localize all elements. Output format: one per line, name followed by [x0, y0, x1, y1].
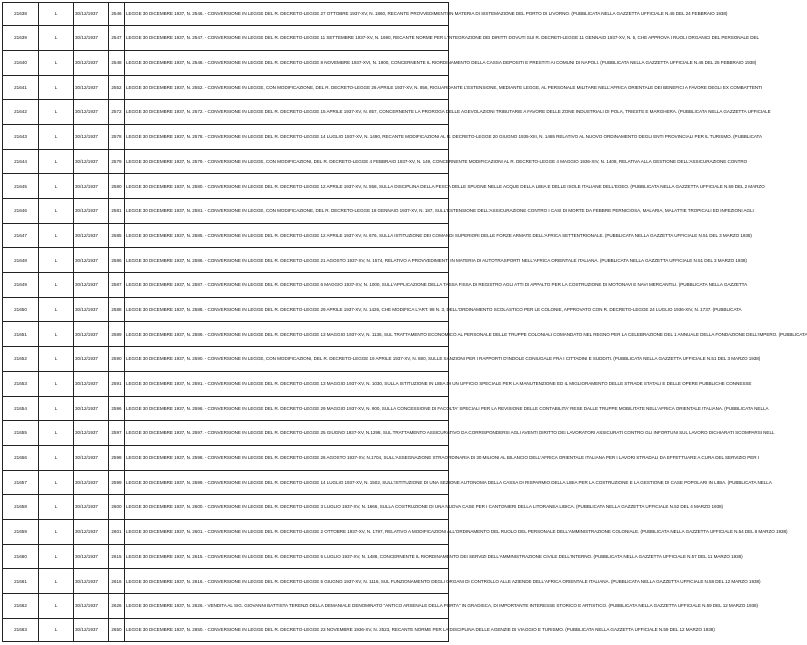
record-number-cell: 21644: [3, 149, 39, 174]
record-description-cell: [125, 297, 742, 322]
record-act-number-cell: 2578: [109, 124, 125, 149]
record-date-cell: 30/12/1937: [74, 297, 109, 322]
record-type-cell: L: [39, 470, 74, 495]
record-date-cell: 30/12/1937: [74, 544, 109, 569]
record-description-cell: [125, 273, 748, 298]
table-row: [3, 396, 448, 421]
record-type-cell: L: [39, 347, 74, 372]
legislation-register-table: [3, 3, 807, 641]
record-date-cell: 30/12/1937: [74, 75, 109, 100]
record-date-cell: 30/12/1937: [74, 421, 109, 446]
record-act-number-cell: 2579: [109, 149, 125, 174]
record-number-cell: 21654: [3, 396, 39, 421]
record-description: LEGGE 30 DICEMBRE 1937, N. 2597. - CONVERSIONE IN LEGGE DEL R. DECRETO-LEGGE 25 GIUGNO 1937-XV, N.1298, SUL TRATTAMENTO ASSICURATIVO DA CORRISPONDERSI AGLI AVENTI DIRITTO DEI LAVORATORI ASSICURATI CONTRO GLI INFORTUNI SUL LAVORO DICHIARATI SCOMPARSI NELL: [126, 430, 775, 436]
record-description: LEGGE 30 DICEMBRE 1937, N. 2616. - CONVERSIONE IN LEGGE DEL R. DECRETO-LEGGE 5 GIUGNO 1937-XV, N. 1116, SUL FUNZIONAMENTO DEGLI ORGANI DI CONTROLLO ALLE AZIENDE DELL'AFRICA ORIENTALE ITALIANA. (PUBBLICATA NELLA GAZZETTA UFFICIALE N.58 DEL 12 MARZO 1938): [126, 578, 761, 584]
record-number-cell: 21642: [3, 100, 39, 125]
table-row: [3, 618, 448, 641]
record-description: LEGGE 30 DICEMBRE 1937, N. 2599. - CONVERSIONE IN LEGGE DEL R. DECRETO-LEGGE 14 LUGLIO 1937-XV, N. 1502, SULL'ISTITUZIONE DI UNA SEZIONE AUTONOMA DELLA CASSA DI RISPARMIO DELLA LIBIA PER LA COSTRUZIONE E LA GESTIONE DI CASE POPOLARI IN LIBIA. (PUBBLICATA NELLA: [126, 479, 772, 485]
record-number-cell: 21641: [3, 75, 39, 100]
record-description: LEGGE 30 DICEMBRE 1937, N. 2588. - CONVERSIONE IN LEGGE DEL R. DECRETO-LEGGE 29 APRILE 1937-XV, N. 1426, CHE MODIFICA L'ART. 98 N. 3, DELL'ORDINAMENTO SCOLASTICO PER LE COLONIE, APPROVATO CON R. DECRETO-LEGGE 24 LUGLIO 1936-XIV, N. 1737. (PUBBLICATA: [126, 306, 742, 312]
record-act-number-cell: 2626: [109, 594, 125, 619]
table-row: [3, 248, 448, 273]
record-description: LEGGE 30 DICEMBRE 1937, N. 2591. - CONVERSIONE IN LEGGE DEL R. DECRETO-LEGGE 13 MAGGIO 1937-XV, N. 1030, SULLA ISTITUZIONE IN LIBIA DI UN UFFICIO SPECIALE PER LA MANUTENZIONE ED IL MIGLIORAMENTO DELLE STRADE STATALI E DELLE OPERE PUBBLICHE CONNESSE: [126, 381, 752, 387]
record-type-cell: L: [39, 544, 74, 569]
record-type-cell: L: [39, 445, 74, 470]
table-row: [3, 322, 448, 347]
register-body: [3, 3, 807, 641]
record-number-cell: 21657: [3, 470, 39, 495]
record-number-cell: 21661: [3, 569, 39, 594]
record-act-number-cell: 2588: [109, 297, 125, 322]
record-date-cell: 30/12/1937: [74, 322, 109, 347]
record-description-cell: [125, 100, 771, 125]
record-act-number-cell: 2590: [109, 347, 125, 372]
record-description: LEGGE 30 DICEMBRE 1937, N. 2581. - CONVERSIONE IN LEGGE, CON MODIFICAZIONE, DEL R. DECRETO-LEGGE 18 GENNAIO 1937-XV, N. 187, SULL'ESTENSIONE DELL'ASSICURAZIONE CONTRO I CASI DI MORTE DA FEBBRE PERNICIOSA, MALARIA, MALATTIE TROPICALI ED INFEZIONI AGLI: [126, 208, 754, 214]
record-act-number-cell: 2585: [109, 223, 125, 248]
record-description-cell: [125, 618, 715, 641]
record-description: LEGGE 30 DICEMBRE 1937, N. 2598. - CONVERSIONE IN LEGGE DEL R. DECRETO-LEGGE 26 AGOSTO 1937-XV, N.1704, SULL'ASSEGNAZIONE STRAORDINARIA DI 30 MILIONI AL BILANCIO DELL'AFRICA ORIENTALE ITALIANA PER I LAVORI STRADALI DA EFFETTUARE A CURA DEL SERVIZIO PER I: [126, 455, 759, 461]
record-description: LEGGE 30 DICEMBRE 1937, N. 2547. - CONVERSIONE IN LEGGE DEL R. DECRETO-LEGGE 11 SETTEMBRE 1937-XV, N. 1690, RECANTE NORME PER L'INTEGRAZIONE DEI DIRITTI DOVUTI SUI R. DECRETI-LEGGE 11 GENNAIO 1937-XV, N. 5, CHE APPROVA I RUOLI ORGANICI DEL PERSONALE DEL: [126, 35, 760, 41]
table-row: [3, 544, 448, 569]
record-description: LEGGE 30 DICEMBRE 1937, N. 2601. - CONVERSIONE IN LEGGE DEL R. DECRETO-LEGGE 2 OTTOBRE 1937-XV, N. 1797, RELATIVO A MODIFICAZIONI ALL'ORDINAMENTO DEL RUOLO DEL PERSONALE DELL'AMMINISTRAZIONE COLONIALE. (PUBBLICATA NELLA GAZZETTA UFFICIALE N.54 DEL 8 MARZO 1938): [126, 529, 788, 535]
record-date-cell: 30/12/1937: [74, 569, 109, 594]
table-row: [3, 199, 448, 224]
record-type-cell: L: [39, 26, 74, 51]
record-description: LEGGE 30 DICEMBRE 1937, N. 2552. - CONVERSIONE IN LEGGE, CON MODIFICAZIONE, DEL R. DECRETO-LEGGE 26 APRILE 1937-XV, N. 856, RIGUARDANTE L'ESTENSIONE, MEDIANTE LEGGE, AL PERSONALE MILITARE NELL'AFRICA ORIENTALE DEI BENEFICI A FAVORE DEGLI EX COMBATTENTI: [126, 84, 763, 90]
record-type-cell: L: [39, 273, 74, 298]
record-number-cell: 21655: [3, 421, 39, 446]
record-type-cell: L: [39, 297, 74, 322]
record-description-cell: [125, 594, 758, 619]
table-row: [3, 273, 448, 298]
record-act-number-cell: 2599: [109, 470, 125, 495]
record-date-cell: 30/12/1937: [74, 594, 109, 619]
record-date-cell: 30/12/1937: [74, 50, 109, 75]
record-description-cell: [125, 396, 769, 421]
record-description-cell: [125, 519, 788, 544]
record-description-cell: [125, 248, 747, 273]
record-description-cell: [125, 223, 752, 248]
record-number-cell: 21646: [3, 199, 39, 224]
record-type-cell: L: [39, 248, 74, 273]
record-act-number-cell: 2591: [109, 371, 125, 396]
record-description-cell: [125, 75, 763, 100]
table-row: [3, 445, 448, 470]
record-date-cell: 30/12/1937: [74, 396, 109, 421]
record-date-cell: 30/12/1937: [74, 371, 109, 396]
record-act-number-cell: 2650: [109, 618, 125, 641]
record-date-cell: 30/12/1937: [74, 445, 109, 470]
record-description-cell: [125, 569, 761, 594]
record-act-number-cell: 2552: [109, 75, 125, 100]
table-row: [3, 495, 448, 520]
record-type-cell: L: [39, 124, 74, 149]
record-date-cell: 30/12/1937: [74, 3, 109, 26]
record-description: LEGGE 30 DICEMBRE 1937, N. 2572. - CONVERSIONE IN LEGGE DEL R. DECRETO-LEGGE 15 APRILE 1937-XV, N. 857, CONCERNENTE LA PROROGA DELLE AGEVOLAZIONI TRIBUTARIE A FAVORE DELLE ZONE INDUSTRIALI DI POLA, TRIESTE E MARGHERA. (PUBBLICATA NELLA GAZZETTA UFFICIALE: [126, 109, 771, 115]
record-number-cell: 21649: [3, 273, 39, 298]
table-row: [3, 75, 448, 100]
record-type-cell: L: [39, 322, 74, 347]
table-row: [3, 3, 448, 26]
record-description-cell: [125, 124, 762, 149]
record-description: LEGGE 30 DICEMBRE 1937, N. 2580. - CONVERSIONE IN LEGGE DEL R. DECRETO-LEGGE 12 APRILE 1937-XV, N. 558, SULLA DISCIPLINA DELLA PESCA DELLE SPUGNE NELLE ACQUE DELLA LIBIA E DELLE ISOLE ITALIANE DELL'EGEO. (PUBBLICATA NELLA GAZZETTA UFFICIALE N.59 DEL 2 MARZO: [126, 183, 765, 189]
record-type-cell: L: [39, 569, 74, 594]
record-date-cell: 30/12/1937: [74, 199, 109, 224]
record-act-number-cell: 2581: [109, 199, 125, 224]
record-description: LEGGE 30 DICEMBRE 1937, N. 2587. - CONVERSIONE IN LEGGE DEL R. DECRETO-LEGGE 6 MAGGIO 1937-XV, N. 1000, SULL'APPLICAZIONE DELLA TASSA FISSA DI REGISTRO AGLI ATTI DI APPALTO PER LA COSTRUZIONE DI MOTONAVI E NAVI MERCANTILI. (PUBBLICATA NELLA GAZZETTA: [126, 282, 748, 288]
record-act-number-cell: 2547: [109, 26, 125, 51]
record-description: LEGGE 30 DICEMBRE 1937, N. 2586. - CONVERSIONE IN LEGGE DEL R. DECRETO-LEGGE 21 AGOSTO 1937-XV, N. 1574, RELATIVO A PROVVEDIMENTI IN MATERIA DI AUTOTRASPORTI NELL'AFRICA ORIENTALE ITALIANA. (PUBBLICATA NELLA GAZZETTA UFFICIALE N.51 DEL 3 MARZO 1938): [126, 257, 747, 263]
table-row: [3, 421, 448, 446]
register-sheet: [2, 2, 807, 642]
record-act-number-cell: 2587: [109, 273, 125, 298]
record-type-cell: L: [39, 3, 74, 26]
record-description-cell: [125, 371, 752, 396]
table-row: [3, 26, 448, 51]
record-type-cell: L: [39, 149, 74, 174]
record-act-number-cell: 2546: [109, 3, 125, 26]
record-description: LEGGE 30 DICEMBRE 1937, N. 2615. - CONVERSIONE IN LEGGE DEL R. DECRETO-LEGGE 5 LUGLIO 1937-XV, N. 1488, CONCERNENTE IL RIORDINAMENTO DEI SERVIZI DELL'AMMINISTRAZIONE CIVILE DELL'INTERNO. (PUBBLICATA NELLA GAZZETTA UFFICIALE N.57 DEL 11 MARZO 1938): [126, 553, 743, 559]
record-type-cell: L: [39, 223, 74, 248]
record-act-number-cell: 2586: [109, 248, 125, 273]
record-type-cell: L: [39, 495, 74, 520]
record-description: LEGGE 30 DICEMBRE 1937, N. 2585. - CONVERSIONE IN LEGGE DEL R. DECRETO-LEGGE 12 APRILE 1937-XV, N. 676, SULLA ISTITUZIONE DEI COMANDI SUPERIORI DELLE FORZE ARMATE DELL'AFRICA SETTENTRIONALE. (PUBBLICATA NELLA GAZZETTA UFFICIALE N.51 DEL 3 MARZO 1938): [126, 232, 752, 238]
record-act-number-cell: 2548: [109, 50, 125, 75]
record-type-cell: L: [39, 421, 74, 446]
record-number-cell: 21659: [3, 519, 39, 544]
record-description-cell: [125, 495, 724, 520]
table-row: [3, 174, 448, 199]
record-date-cell: 30/12/1937: [74, 248, 109, 273]
record-type-cell: L: [39, 519, 74, 544]
record-number-cell: 21639: [3, 26, 39, 51]
record-description: LEGGE 30 DICEMBRE 1937, N. 2596. - CONVERSIONE IN LEGGE DEL R. DECRETO-LEGGE 29 MAGGIO 1937-XV, N. 900, SULLA CONCESSIONE DI FACOLTA' SPECIALI PER LA REVISIONE DELLE CONTABILITA' RESE DALLE TRUPPE MOBILITATE NELL'AFRICA ORIENTALE ITALIANA. (PUBBLICATA NELLA: [126, 405, 769, 411]
record-description-cell: [125, 421, 775, 446]
record-date-cell: 30/12/1937: [74, 149, 109, 174]
record-type-cell: L: [39, 199, 74, 224]
record-number-cell: 21651: [3, 322, 39, 347]
record-date-cell: 30/12/1937: [74, 618, 109, 641]
record-number-cell: 21640: [3, 50, 39, 75]
record-act-number-cell: 2598: [109, 445, 125, 470]
record-date-cell: 30/12/1937: [74, 174, 109, 199]
record-description-cell: [125, 26, 760, 51]
table-row: [3, 149, 448, 174]
table-row: [3, 223, 448, 248]
record-description-cell: [125, 470, 772, 495]
table-row: [3, 100, 448, 125]
record-date-cell: 30/12/1937: [74, 519, 109, 544]
record-act-number-cell: 2580: [109, 174, 125, 199]
record-description-cell: [125, 322, 807, 347]
record-date-cell: 30/12/1937: [74, 470, 109, 495]
record-number-cell: 21647: [3, 223, 39, 248]
record-act-number-cell: 2600: [109, 495, 125, 520]
record-number-cell: 21652: [3, 347, 39, 372]
record-act-number-cell: 2572: [109, 100, 125, 125]
table-row: [3, 594, 448, 619]
table-row: [3, 297, 448, 322]
record-description: LEGGE 30 DICEMBRE 1937, N. 2548. - CONVERSIONE IN LEGGE DEL R. DECRETO-LEGGE 8 NOVEMBRE 1937-XVI, N. 1900, CONCERNENTE IL RIORDINAMENTO DELLA CASSA DEPOSITI E PRESTITI AI COMUNI DI NAPOLI. (PUBBLICATA NELLA GAZZETTA UFFICIALE N.46 DEL 25 FEBBRAIO 1938): [126, 60, 757, 66]
record-description-cell: [125, 199, 754, 224]
record-number-cell: 21658: [3, 495, 39, 520]
record-description: LEGGE 30 DICEMBRE 1937, N. 2546. - CONVERSIONE IN LEGGE DEL R. DECRETO-LEGGE 27 OTTOBRE 1937-XV, N. 1860, RECANTE PROVVEDIMENTI IN MATERIA DI SISTEMAZIONE DEL PORTO DI LIVORNO. (PUBBLICATA NELLA GAZZETTA UFFICIALE N.45 DEL 24 FEBBRAIO 1938): [126, 11, 728, 17]
table-row: [3, 569, 448, 594]
record-act-number-cell: 2601: [109, 519, 125, 544]
table-row: [3, 371, 448, 396]
record-date-cell: 30/12/1937: [74, 26, 109, 51]
record-number-cell: 21653: [3, 371, 39, 396]
table-row: [3, 50, 448, 75]
record-date-cell: 30/12/1937: [74, 347, 109, 372]
record-description: LEGGE 30 DICEMBRE 1937, N. 2579. - CONVERSIONE IN LEGGE, CON MODIFICAZIONI, DEL R. DECRETO-LEGGE 4 FEBBRAIO 1937-XV, N. 149, CONCERNENTE MODIFICAZIONI AL R. DECRETO-LEGGE 4 MAGGIO 1936-XIV, N. 1408, RELATIVA ALLA GESTIONE DELL'ASSICURAZIONE CONTRO: [126, 158, 748, 164]
record-description: LEGGE 30 DICEMBRE 1937, N. 2626. - VENDITA AL SIG. GIOVANNI BATTISTA TERENZI DELLA DEMANIALE DENOMINATO "ANTICO ARSENALE DELLA PORTA" IN GRADISCA, DI IMPORTANTE INTERESSE STORICO E ARTISTICO. (PUBBLICATA NELLA GAZZETTA UFFICIALE N.59 DEL 12 MARZO 1938): [126, 603, 758, 609]
record-number-cell: 21650: [3, 297, 39, 322]
record-type-cell: L: [39, 594, 74, 619]
record-type-cell: L: [39, 174, 74, 199]
record-number-cell: 21638: [3, 3, 39, 26]
record-type-cell: L: [39, 618, 74, 641]
record-number-cell: 21656: [3, 445, 39, 470]
table-row: [3, 124, 448, 149]
record-number-cell: 21645: [3, 174, 39, 199]
record-description-cell: [125, 149, 748, 174]
record-act-number-cell: 2589: [109, 322, 125, 347]
record-type-cell: L: [39, 100, 74, 125]
table-row: [3, 347, 448, 372]
record-description: LEGGE 30 DICEMBRE 1937, N. 2650. - CONVERSIONE IN LEGGE DEL R. DECRETO-LEGGE 23 NOVEMBRE 1936-XV, N. 2523, RECANTE NORME PER LA DISCIPLINA DELLE AGENZIE DI VIAGGIO E TURISMO. (PUBBLICATA NELLA GAZZETTA UFFICIALE N.59 DEL 12 MARZO 1938): [126, 627, 715, 633]
record-date-cell: 30/12/1937: [74, 495, 109, 520]
record-description-cell: [125, 174, 765, 199]
record-description-cell: [125, 3, 728, 26]
record-date-cell: 30/12/1937: [74, 100, 109, 125]
record-act-number-cell: 2596: [109, 396, 125, 421]
table-row: [3, 519, 448, 544]
record-act-number-cell: 2615: [109, 544, 125, 569]
record-type-cell: L: [39, 371, 74, 396]
record-number-cell: 21662: [3, 594, 39, 619]
record-description-cell: [125, 50, 757, 75]
record-number-cell: 21663: [3, 618, 39, 641]
record-number-cell: 21643: [3, 124, 39, 149]
record-date-cell: 30/12/1937: [74, 223, 109, 248]
record-act-number-cell: 2597: [109, 421, 125, 446]
record-description: LEGGE 30 DICEMBRE 1937, N. 2590. - CONVERSIONE IN LEGGE, CON MODIFICAZIONI, DEL R. DECRETO-LEGGE 19 APRILE 1937-XV, N. 880, SULLE SANZIONI PER I RAPPORTI D'INDOLE CONIUGALE FRA I CITTADINI E SUDDITI. (PUBBLICATA NELLA GAZZETTA UFFICIALE N.51 DEL 3 MARZO 1938): [126, 356, 761, 362]
record-description-cell: [125, 544, 743, 569]
record-date-cell: 30/12/1937: [74, 273, 109, 298]
record-description: LEGGE 30 DICEMBRE 1937, N. 2600. - CONVERSIONE IN LEGGE DEL R. DECRETO-LEGGE 3 LUGLIO 1937-XV, N. 1666, SULLA COSTRUZIONE DI UNA NUOVA CASE PER I CANTONIERI DELLA LITORANEA LIBICA. (PUBBLICATA NELLA GAZZETTA UFFICIALE N.52 DEL 4 MARZO 1938): [126, 504, 724, 510]
record-type-cell: L: [39, 75, 74, 100]
record-description-cell: [125, 347, 761, 372]
record-type-cell: L: [39, 396, 74, 421]
record-number-cell: 21660: [3, 544, 39, 569]
record-type-cell: L: [39, 50, 74, 75]
record-description: LEGGE 30 DICEMBRE 1937, N. 2578. - CONVERSIONE IN LEGGE DEL R. DECRETO-LEGGE 14 LUGLIO 1937-XV, N. 1490, RECANTE MODIFICAZIONI AL R. DECRETO-LEGGE 20 GIUGNO 1935-XIII, N. 1465 RELATIVO AL NUOVO ORDINAMENTO DEGLI ENTI PROVINCIALI PER IL TURISMO. (PUBBLICATA: [126, 134, 762, 140]
record-number-cell: 21648: [3, 248, 39, 273]
record-description-cell: [125, 445, 759, 470]
record-act-number-cell: 2616: [109, 569, 125, 594]
record-date-cell: 30/12/1937: [74, 124, 109, 149]
table-row: [3, 470, 448, 495]
record-description: LEGGE 30 DICEMBRE 1937, N. 2589. - CONVERSIONE IN LEGGE DEL R. DECRETO-LEGGE 13 MAGGIO 1937-XV, N. 1136, SUL TRATTAMENTO ECONOMICO AL PERSONALE DELLE TRUPPE COLONIALI COMANDATO NEL REGNO PER LA CELEBRAZIONE DEL 1 ANNUALE DELLA FONDAZIONE DELL'IMPERO. (PUBBLICATA: [126, 331, 807, 337]
